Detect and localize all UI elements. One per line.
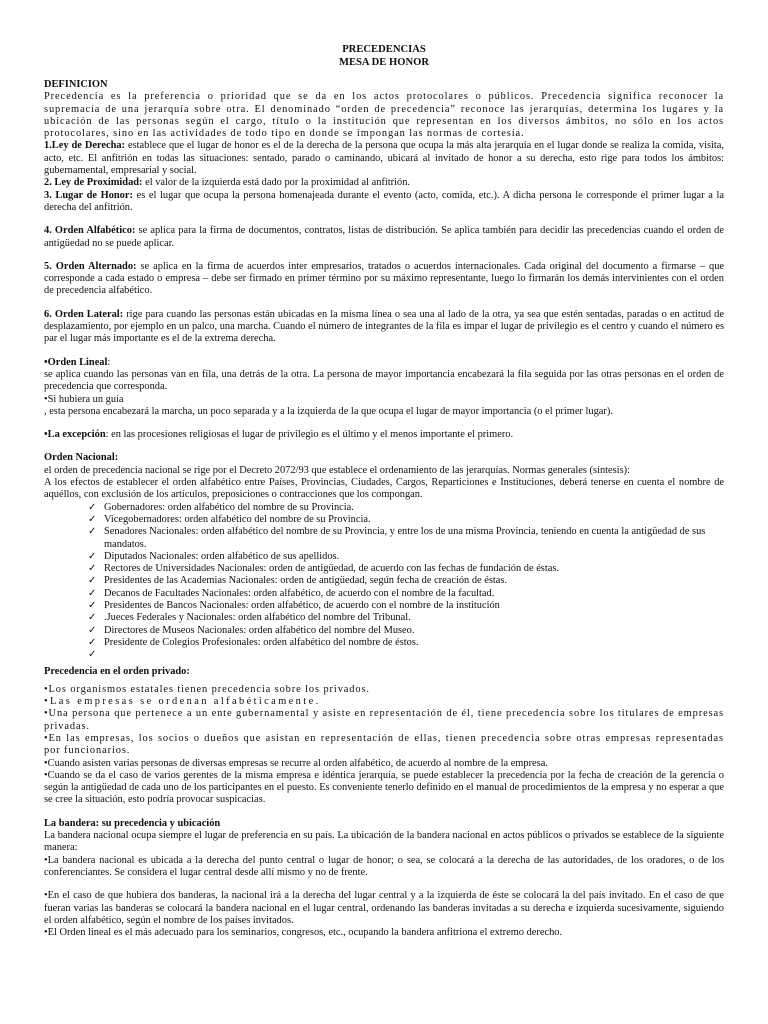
bandera-p3: •En el caso de que hubiera dos banderas, la nacional irá a la derecha del lugar central y a la izquierda de éste se colocará la del país invitado. En el caso de que fueran varias las banderas se colocará la bandera nacional en el lugar central, ordenando las banderas invitadas a su derecha e izquierda sucesivamente, siguiendo el orden alfabético, según el nombre de los países invitados. <box>44 890 724 926</box>
orden-lateral-text: rige para cuando las personas están ubicadas en la misma línea o sea una al lado de la otra, ya sea que estén sentadas, paradas o en actitud de desplazamiento, por ejemplo en un palco, una marcha. Cuando el número de integrantes de la fila es impar el lugar de privilegio es el centro y cuando el número es par el lugar más importante es el de la extrema derecha. <box>44 308 724 345</box>
list-item: ✓ Presidentes de Bancos Nacionales: orden alfabético, de acuerdo con el nombre de la institución <box>88 600 724 612</box>
definicion-text: Precedencia es la preferencia o prioridad que se da en los actos protocolares o públicos. Precedencia significa reconocer la supremacía de una jerarquía sobre otra. El denominado “orden de precedencia” reconoce las jerarquías, determina los lugares y la ubicación de las personas según el cargo, título o la institución que representan en los diversos ámbitos, no sólo en los actos protocolares, sino en las actividades de todo tipo en donde se impongan las normas de cortesía. <box>44 91 724 140</box>
ley-derecha-label: 1.Ley de Derecha: <box>44 140 126 152</box>
orden-lateral-label: 6. Orden Lateral: <box>44 308 124 320</box>
excepcion-label: •La excepción <box>44 429 106 441</box>
list-item: ✓ Gobernadores: orden alfabético del nombre de su Provincia. <box>88 502 724 514</box>
list-item: •Las empresas se ordenan alfabéticamente. <box>44 696 321 708</box>
list-item: •Cuando se da el caso de varios gerentes de la misma empresa e idéntica jerarquía, se puede establecer la precedencia por la fecha de creación de la gerencia o según la antigüedad de cada uno de los participantes en el puesto. Es conveniente tenerlo definido en el manual de procedimientos de la empresa y no esperar a que se cree la situación, esto podría provocar suspicacias. <box>44 769 724 806</box>
bandera-p4: •El Orden lineal es el más adecuado para los seminarios, congresos, etc., ocupando la bandera anfitriona el extremo derecho. <box>44 927 563 939</box>
ley-derecha-text: establece que el lugar de honor es el de la derecha de la persona que ocupa la más alta jerarquía en el lugar donde se realiza la comida, visita, acto, etc. El anfitrión en todas las situaciones: sentado, parado o caminando, ubicará al invitado de honor a su derecha, esto rige para todos los ámbitos: gubernamental, empresarial y social. <box>44 140 724 177</box>
orden-alternado-label: 5. Orden Alternado: <box>44 260 137 272</box>
orden-lineal-line3: , esta persona encabezará la marcha, un poco separada y a la izquierda de la que ocupa el lugar de mayor importancia (o el primer lugar). <box>44 405 613 417</box>
orden-nacional-heading: Orden Nacional: <box>44 452 119 464</box>
orden-lateral <box>44 309 724 346</box>
ley-derecha <box>44 140 724 177</box>
orden-alfabetico-text: se aplica para la firma de documentos, contratos, listas de distribución. Se aplica también para decidir las precedencias cuando el orden de antigüedad no se puede aplicar. <box>44 225 724 249</box>
list-item: ✓ Decanos de Facultades Nacionales: orden alfabético, de acuerdo con el nombre de la facultad. <box>88 588 724 600</box>
bandera-heading: La bandera: su precedencia y ubicación <box>44 817 221 829</box>
orden-lineal-line1: se aplica cuando las personas van en fila, una detrás de la otra. La persona de mayor importancia encabezará la fila seguida por las otras personas en el orden de precedencia que corresponda. <box>44 368 724 393</box>
list-item: •Cuando asisten varias personas de diversas empresas se recurre al orden alfabético, de acuerdo al nombre de la empresa. <box>44 757 548 769</box>
document-subtitle: MESA DE HONOR <box>338 56 430 68</box>
list-item: •Los organismos estatales tienen precedencia sobre los privados. <box>44 683 370 695</box>
orden-lineal-line2: •Si hubiera un guía <box>44 393 124 405</box>
excepcion <box>44 429 724 441</box>
orden-alternado-text: se aplica en la firma de acuerdos inter empresarios, tratados o acuerdos internacionales. Cada original del documento a firmarse – que corresponde a cada estado o empresa – debe ser firmado en primer término por su máximo representante, luego lo firmarán los demás intervinientes con el orden de precedencia alfabético. <box>44 260 724 297</box>
lugar-honor <box>44 190 724 215</box>
bandera-p1: La bandera nacional ocupa siempre el lugar de preferencia en su país. La ubicación de la bandera nacional en actos públicos o privados se establece de la siguiente manera: <box>44 830 724 854</box>
orden-nacional-list <box>44 502 724 662</box>
orden-nacional-intro2: A los efectos de establecer el orden alfabético entre Países, Provincias, Ciudades, Cargos, Reparticiones e Instituciones, deberá tenerse en cuenta el nombre de aquéllos, con exclusión de los artículos, preposiciones o contracciones que los compongan. <box>44 477 724 501</box>
list-item: ✓ Presidentes de las Academias Nacionales: orden de antigüedad, según fecha de creación de éstas. <box>88 575 724 587</box>
orden-nacional-intro: el orden de precedencia nacional se rige por el Decreto 2072/93 que establece el ordenamiento de las jerarquías. Normas generales (síntesis): <box>44 464 630 476</box>
definicion-heading: DEFINICION <box>44 79 108 90</box>
lugar-honor-label: 3. Lugar de Honor: <box>44 189 133 201</box>
orden-lineal-label: •Orden Lineal <box>44 356 108 368</box>
orden-alfabetico-label: 4. Orden Alfabético: <box>44 225 136 237</box>
list-item: ✓ .Jueces Federales y Nacionales: orden alfabético del nombre del Tribunal. <box>88 612 724 624</box>
ley-proximidad-label: 2. Ley de Proximidad: <box>44 177 143 189</box>
document-title: PRECEDENCIAS <box>342 44 426 55</box>
ley-proximidad <box>44 177 724 189</box>
list-item: ✓ Rectores de Universidades Nacionales: orden de antigüedad, de acuerdo con las fechas de fundación de éstas. <box>88 563 724 575</box>
list-item: •Una persona que pertenece a un ente gubernamental y asiste en representación de él, tiene precedencia sobre los titulares de empresas privadas. <box>44 708 724 732</box>
orden-privado-heading: Precedencia en el orden privado: <box>44 666 190 678</box>
list-item: ✓ Presidente de Colegios Profesionales: orden alfabético del nombre de éstos. <box>88 637 724 649</box>
orden-alfabetico <box>44 225 724 250</box>
orden-lineal-heading <box>44 357 724 369</box>
ley-proximidad-text: el valor de la izquierda está dado por la proximidad al anfitrión. <box>142 177 410 189</box>
list-item: ✓ Vicegobernadores: orden alfabético del nombre de su Provincia. <box>88 514 724 526</box>
list-item: •En las empresas, los socios o dueños que asistan en representación de ellas, tienen precedencia sobre otras empresas representadas por funcionarios. <box>44 732 724 757</box>
list-item <box>88 649 724 661</box>
orden-alternado <box>44 261 724 298</box>
lugar-honor-text: es el lugar que ocupa la persona homenajeada durante el evento (acto, comida, etc.). A dicha persona le corresponde el primer lugar a la derecha del anfitrión. <box>44 189 724 213</box>
list-item: ✓ Senadores Nacionales: orden alfabético del nombre de su Provincia, y entre los de una misma Provincia, teniendo en cuenta la antigüedad de sus mandatos. <box>88 526 724 551</box>
list-item: ✓ Directores de Museos Nacionales: orden alfabético del nombre del Museo. <box>88 625 724 637</box>
orden-lineal-colon: : <box>107 356 111 368</box>
bandera-p2: •La bandera nacional es ubicada a la derecha del punto central o lugar de honor; o sea, se colocará a la derecha de las autoridades, de los oradores, o de los conferenciantes. Se considera el lugar central desde allí mismo y no de frente. <box>44 854 724 878</box>
list-item: ✓ Diputados Nacionales: orden alfabético de sus apellidos. <box>88 551 724 563</box>
excepcion-text: : en las procesiones religiosas el lugar de privilegio es el último y el menos importante el primero. <box>105 429 514 441</box>
